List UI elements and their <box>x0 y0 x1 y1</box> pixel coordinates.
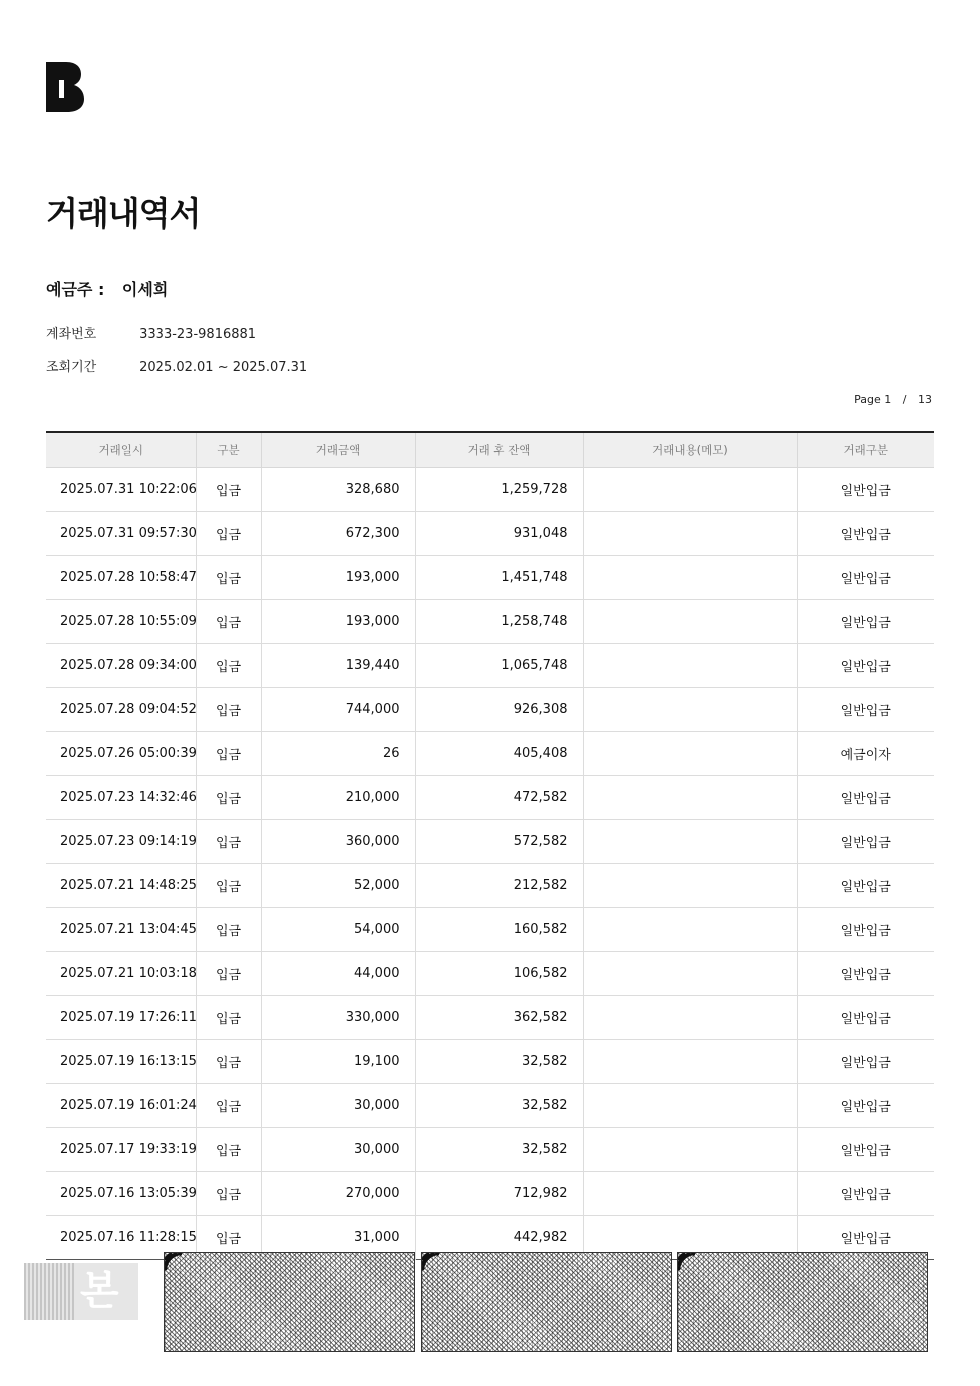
page-total: 13 <box>918 393 932 406</box>
cell-type: 입금 <box>196 1216 261 1260</box>
cell-kind: 일반입금 <box>840 1232 891 1247</box>
cell-type: 입금 <box>196 908 261 952</box>
cell-amount: 52,000 <box>261 864 415 908</box>
cell-memo <box>583 952 797 996</box>
cell-balance: 926,308 <box>415 688 583 732</box>
cell-balance: 931,048 <box>415 512 583 556</box>
cell-type: 입금 <box>196 732 261 776</box>
table-header-row <box>46 432 934 468</box>
table-row <box>46 688 934 732</box>
cell-type: 입금 <box>196 556 261 600</box>
cell-date: 2025.07.16 13:05:39 <box>46 1172 196 1216</box>
cell-balance: 160,582 <box>415 908 583 952</box>
cell-date: 2025.07.19 17:26:11 <box>46 996 196 1040</box>
table-row <box>46 908 934 952</box>
cell-type: 입금 <box>196 644 261 688</box>
table-row <box>46 556 934 600</box>
cell-amount: 193,000 <box>261 600 415 644</box>
cell-date: 2025.07.28 10:55:09 <box>46 600 196 644</box>
cell-type: 입금 <box>196 820 261 864</box>
cell-memo <box>583 908 797 952</box>
header-balance: 거래 후 잔액 <box>415 432 583 468</box>
table-row <box>46 820 934 864</box>
cell-date: 2025.07.26 05:00:39 <box>46 732 196 776</box>
table-row <box>46 864 934 908</box>
table-row <box>46 1084 934 1128</box>
cell-date: 2025.07.17 19:33:19 <box>46 1128 196 1172</box>
cell-memo <box>583 732 797 776</box>
cell-amount: 744,000 <box>261 688 415 732</box>
cell-kind: 예금이자 <box>797 732 934 776</box>
cell-type: 입금 <box>196 1172 261 1216</box>
verification-code-icon <box>422 1253 440 1271</box>
bank-logo-icon <box>46 62 84 112</box>
cell-memo <box>583 1084 797 1128</box>
cell-memo <box>583 600 797 644</box>
cell-type: 입금 <box>196 512 261 556</box>
page-title: 거래내역서 <box>46 194 201 233</box>
cell-type: 입금 <box>196 996 261 1040</box>
cell-amount: 26 <box>261 732 415 776</box>
cell-amount: 270,000 <box>261 1172 415 1216</box>
cell-memo <box>583 776 797 820</box>
cell-kind: 일반입금 <box>797 908 934 952</box>
table-row <box>46 776 934 820</box>
holder-label: 예금주 : <box>46 280 105 299</box>
cell-memo <box>583 996 797 1040</box>
cell-kind: 일반입금 <box>797 1128 934 1172</box>
cell-balance: 472,582 <box>415 776 583 820</box>
cell-type: 입금 <box>196 600 261 644</box>
cell-date: 2025.07.28 09:04:52 <box>46 688 196 732</box>
account-number-row <box>46 323 256 342</box>
cell-type: 입금 <box>196 864 261 908</box>
verification-code-icon <box>678 1253 696 1271</box>
cell-memo <box>583 1040 797 1084</box>
cell-amount: 19,100 <box>261 1040 415 1084</box>
cell-balance: 1,259,728 <box>415 468 583 512</box>
page-separator: / <box>902 393 907 406</box>
cell-date: 2025.07.16 11:28:15 <box>46 1216 196 1260</box>
table-row <box>46 644 934 688</box>
cell-date: 2025.07.21 14:48:25 <box>46 864 196 908</box>
transaction-rows <box>46 468 934 1260</box>
table-row <box>46 1128 934 1172</box>
cell-kind: 일반입금 <box>797 600 934 644</box>
verification-code-3 <box>677 1252 928 1352</box>
cell-balance: 32,582 <box>415 1084 583 1128</box>
cell-date: 2025.07.21 10:03:18 <box>46 952 196 996</box>
period-label: 조회기간 <box>46 360 97 375</box>
cell-date: 2025.07.21 13:04:45 <box>46 908 196 952</box>
cell-kind: 일반입금 <box>797 688 934 732</box>
cell-kind: 일반입금 <box>797 1084 934 1128</box>
cell-balance: 362,582 <box>415 996 583 1040</box>
cell-date: 2025.07.31 10:22:06 <box>46 468 196 512</box>
cell-balance: 712,982 <box>415 1172 583 1216</box>
query-period-row <box>46 356 307 375</box>
cell-kind: 일반입금 <box>797 1040 934 1084</box>
header-date: 거래일시 <box>46 432 196 468</box>
cell-date: 2025.07.23 09:14:19 <box>46 820 196 864</box>
account-number: 3333-23-9816881 <box>139 327 257 342</box>
cell-balance: 32,582 <box>415 1128 583 1172</box>
table-row <box>46 468 934 512</box>
cell-memo <box>583 644 797 688</box>
cell-amount: 44,000 <box>261 952 415 996</box>
cell-date: 2025.07.19 16:13:15 <box>46 1040 196 1084</box>
cell-memo <box>583 468 797 512</box>
period-value: 2025.02.01 ~ 2025.07.31 <box>139 360 308 375</box>
header-amount: 거래금액 <box>261 432 415 468</box>
transaction-table <box>46 431 934 1260</box>
table-row <box>46 600 934 644</box>
cell-amount: 193,000 <box>261 556 415 600</box>
cell-amount: 30,000 <box>261 1128 415 1172</box>
cell-balance: 212,582 <box>415 864 583 908</box>
stamp-text: 본 <box>80 1268 119 1314</box>
verification-code-icon <box>165 1253 183 1271</box>
table-row <box>46 996 934 1040</box>
cell-date: 2025.07.23 14:32:46 <box>46 776 196 820</box>
cell-amount: 360,000 <box>261 820 415 864</box>
table-row <box>46 1040 934 1084</box>
page-current: 1 <box>884 393 892 406</box>
cell-amount: 328,680 <box>261 468 415 512</box>
cell-kind: 일반입금 <box>797 952 934 996</box>
cell-kind: 일반입금 <box>797 776 934 820</box>
cell-type: 입금 <box>196 1128 261 1172</box>
cell-kind: 일반입금 <box>797 1172 934 1216</box>
cell-balance: 572,582 <box>415 820 583 864</box>
cell-type: 입금 <box>196 688 261 732</box>
cell-type: 입금 <box>196 468 261 512</box>
cell-date: 2025.07.19 16:01:24 <box>46 1084 196 1128</box>
cell-amount: 30,000 <box>261 1084 415 1128</box>
cell-date: 2025.07.31 09:57:30 <box>46 512 196 556</box>
cell-memo <box>583 820 797 864</box>
holder-name: 이세희 <box>121 280 169 299</box>
verification-code-1 <box>164 1252 415 1352</box>
cell-kind: 일반입금 <box>797 468 934 512</box>
cell-memo <box>583 1128 797 1172</box>
header-kind: 거래구분 <box>797 432 934 468</box>
cell-type: 입금 <box>196 952 261 996</box>
cell-type: 입금 <box>196 1084 261 1128</box>
cell-amount: 330,000 <box>261 996 415 1040</box>
cell-amount: 139,440 <box>261 644 415 688</box>
cell-balance: 1,258,748 <box>415 600 583 644</box>
cell-balance: 442,982 <box>415 1216 583 1260</box>
account-holder <box>46 277 168 300</box>
cell-kind: 일반입금 <box>797 996 934 1040</box>
table-row <box>46 952 934 996</box>
cell-balance: 1,451,748 <box>415 556 583 600</box>
header-type: 구분 <box>196 432 261 468</box>
cell-amount: 672,300 <box>261 512 415 556</box>
cell-date: 2025.07.28 09:34:00 <box>46 644 196 688</box>
cell-amount: 31,000 <box>261 1216 415 1260</box>
account-label: 계좌번호 <box>46 327 97 342</box>
cell-type: 입금 <box>196 1040 261 1084</box>
cell-kind: 일반입금 <box>797 820 934 864</box>
cell-memo <box>583 688 797 732</box>
cell-memo <box>583 512 797 556</box>
cell-type: 입금 <box>196 776 261 820</box>
stamp-pattern <box>24 1263 74 1320</box>
cell-amount: 210,000 <box>261 776 415 820</box>
cell-balance: 1,065,748 <box>415 644 583 688</box>
header-memo: 거래내용(메모) <box>583 432 797 468</box>
table-row <box>46 512 934 556</box>
cell-balance: 405,408 <box>415 732 583 776</box>
cell-date: 2025.07.28 10:58:47 <box>46 556 196 600</box>
cell-memo <box>583 864 797 908</box>
cell-kind: 일반입금 <box>797 512 934 556</box>
page-indicator <box>854 393 932 406</box>
table-row <box>46 732 934 776</box>
cell-kind: 일반입금 <box>797 644 934 688</box>
cell-balance: 32,582 <box>415 1040 583 1084</box>
cell-kind: 일반입금 <box>797 556 934 600</box>
verification-code-2 <box>421 1252 672 1352</box>
cell-kind: 일반입금 <box>797 864 934 908</box>
cell-memo <box>583 1172 797 1216</box>
cell-memo <box>583 556 797 600</box>
page-label: Page <box>854 393 881 406</box>
cell-balance: 106,582 <box>415 952 583 996</box>
table-row <box>46 1172 934 1216</box>
cell-amount: 54,000 <box>261 908 415 952</box>
original-stamp <box>24 1263 138 1320</box>
